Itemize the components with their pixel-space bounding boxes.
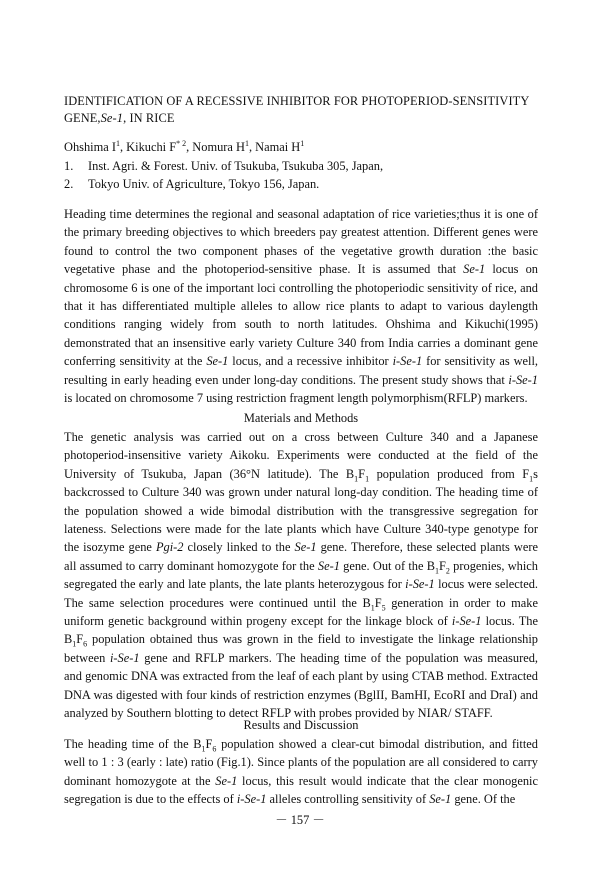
methods-text: gene. Therefore, these selected plants were all assumed to carry dominant homozygote for the: [64, 540, 538, 573]
affiliation-list: [64, 157, 544, 193]
methods-text: generation in order to make uniform genetic background within progeny except for the linkage block of: [64, 595, 539, 629]
gene-name: i-Se-1: [392, 354, 423, 369]
results-text: alleles controlling sensitivity of: [266, 792, 430, 807]
methods-text: s backcrossed to Culture 340 was grown under natural long-day condition. The heading time of the population showed a wide bimodal distribution with the transgressive segregation for lateness. Selections were made for the late plants which have Culture 340-type genotype for the isozyme gene: [64, 466, 538, 555]
author-mark: 1: [115, 138, 120, 148]
introduction-paragraph: [64, 205, 538, 407]
results-text: The heading time of the B: [64, 737, 202, 751]
gene-name: Se-1: [429, 792, 452, 807]
subscript: 1: [201, 744, 206, 754]
methods-text: F: [358, 466, 366, 481]
subscript: 1: [435, 566, 440, 576]
author-mark: 1: [244, 138, 249, 148]
results-text: gene. Of the: [451, 792, 516, 807]
gene-name: Pgi-2: [155, 540, 184, 555]
subscript: 1: [354, 474, 359, 484]
subscript: 1: [365, 474, 370, 484]
methods-heading: Materials and Methods: [243, 411, 359, 425]
intro-text: locus on chromosome 6 is one of the important loci controlling the photoperiodic sensitivity of rice, and that it has differentiated multiple alleles to allow rice plants to adapt to various daylength conditions ranging widely from south to north latitudes. Ohshima and Kikuchi(1995) demonstrated that an insensitive early variety Culture 340 from India carries a dominant gene conferring sensitivity at the: [64, 262, 538, 369]
methods-paragraph: [64, 428, 538, 723]
affiliation-number: 2.: [64, 177, 74, 191]
gene-name: Se-1: [317, 558, 340, 573]
gene-name: i-Se-1: [236, 792, 267, 807]
gene-name: i-Se-1: [451, 614, 482, 629]
paper-title: [64, 93, 544, 127]
methods-text: locus were selected. The same selection procedures were continued until the B: [64, 577, 538, 610]
subscript: 1: [529, 474, 534, 484]
gene-name: Se-1: [463, 262, 486, 277]
methods-text: The genetic analysis was carried out on a cross between Culture 340 and a Japanese photoperiod-insensitive variety Aikoku. Experiments were conducted at the field of the University of Tsukuba, Japan (36°N latitude). The B: [64, 430, 538, 481]
intro-text: locus, and a recessive inhibitor: [228, 354, 393, 369]
gene-name: Se-1: [206, 354, 229, 369]
author-list: [64, 139, 544, 156]
methods-text: F: [374, 595, 382, 610]
author-mark: 1: [300, 138, 305, 148]
methods-text: progenies, which segregated the early and late plants, the late plants heterozygous for: [64, 558, 538, 592]
affiliation-text: Tokyo Univ. of Agriculture, Tokyo 156, Japan.: [88, 177, 320, 191]
methods-text: gene and RFLP markers. The heading time of the population was measured, and genomic DNA was extracted from the leaf of each plant by using CTAB method. Extracted DNA was digested with four kinds of restriction enzymes (BglII, BamHI, EcoRI and DraI) and analyzed by Southern blotting to detect RFLP with probes provided by NIAR/ STAFF.: [64, 650, 538, 721]
subscript: 1: [72, 639, 77, 649]
intro-text: for sensitivity as well, resulting in early heading even under long-day conditions. The present study shows that: [64, 354, 539, 387]
title-gene: Se-1: [100, 111, 124, 125]
methods-text: locus. The B: [64, 614, 538, 647]
intro-text: is located on chromosome 7 using restriction fragment length polymorphism(RFLP) markers.: [64, 391, 528, 406]
subscript: 2: [445, 566, 450, 576]
affiliation: [64, 157, 544, 175]
results-heading: Results and Discussion: [243, 718, 359, 732]
gene-name: i-Se-1: [405, 577, 435, 592]
author-name: Ohshima I: [64, 140, 116, 154]
affiliation-number: 1.: [64, 159, 74, 173]
subscript: 6: [83, 639, 88, 649]
author-mark: * 2: [176, 138, 187, 148]
methods-text: population obtained thus was grown in the field to investigate the linkage relationship between: [64, 632, 538, 665]
page-number: － 157 －: [275, 813, 325, 827]
affiliation-text: Inst. Agri. & Forest. Univ. of Tsukuba, Tsukuba 305, Japan,: [88, 159, 384, 173]
methods-text: gene. Out of the B: [339, 558, 436, 573]
author-separator: ,: [186, 140, 193, 154]
results-text: population showed a clear-cut bimodal distribution, and fitted well to 1 : 3 (early : late) ratio (Fig.1). Since plants of the population are all considered to carry dominant homozygote at the: [64, 737, 538, 788]
author-separator: ,: [248, 140, 256, 154]
methods-text: F: [439, 558, 446, 573]
subscript: 6: [212, 744, 217, 754]
gene-name: Se-1: [215, 773, 238, 788]
title-end: , IN RICE: [123, 111, 175, 125]
gene-name: i-Se-1: [508, 372, 538, 387]
methods-text: population produced from F: [369, 466, 530, 481]
subscript: 5: [381, 603, 386, 613]
author-name: Nomura H: [192, 140, 245, 154]
intro-text: Heading time determines the regional and seasonal adaptation of rice varieties;thus it is one of the primary breeding objectives to which breeders pay greatest attention. Different genes were found to control the two component phases of the vegetative growth duration :the basic vegetative phase and the photoperiod-sensitive phase. It is assumed that: [64, 207, 538, 277]
methods-text: F: [76, 632, 84, 647]
title-text: IDENTIFICATION OF A RECESSIVE INHIBITOR FOR PHOTOPERIOD-SENSITIVITY GENE,: [64, 94, 529, 125]
gene-name: i-Se-1: [109, 650, 140, 665]
author-separator: ,: [119, 140, 127, 154]
subscript: 1: [370, 603, 375, 613]
results-text: locus, this result would indicate that the clear monogenic segregation is due to the effects of: [64, 773, 538, 807]
author-name: Namai H: [255, 140, 301, 154]
author-name: Kikuchi F: [126, 140, 177, 154]
results-text: F: [205, 737, 213, 751]
gene-name: Se-1: [294, 540, 317, 555]
results-paragraph: [64, 735, 538, 809]
affiliation: [64, 175, 544, 193]
methods-text: closely linked to the: [183, 540, 295, 555]
